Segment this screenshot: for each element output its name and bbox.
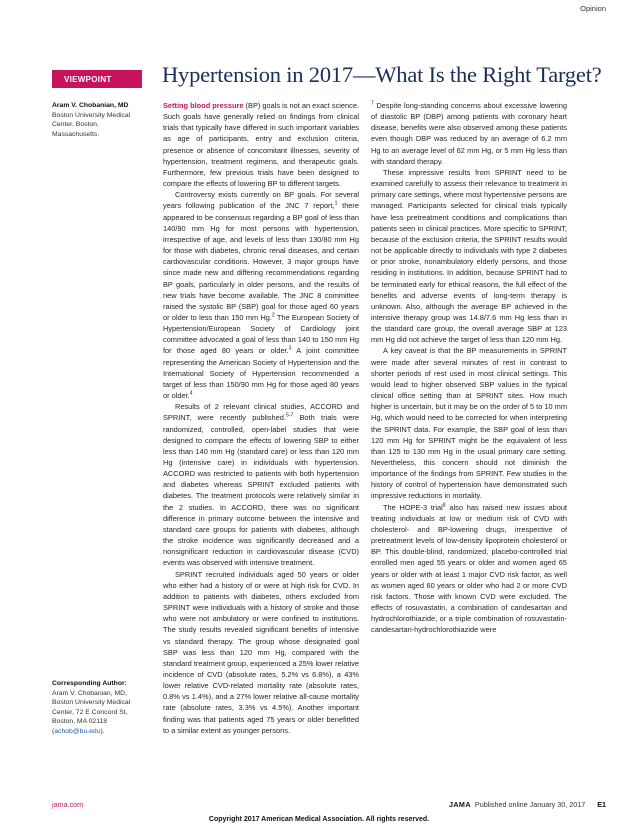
lead-in: Setting blood pressure [163, 101, 244, 110]
copyright-notice: Copyright 2017 American Medical Association. All rights reserved. [208, 816, 430, 823]
correspondence-title: Corresponding Author: [52, 680, 127, 687]
reference-mark: 1 [334, 200, 338, 207]
page-number: E1 [597, 800, 606, 809]
paragraph-6: A key caveat is that the BP measurements in SPRINT were made after several minutes of rest in contrast to shorter periods of rest used in most clinical settings. This would lead to higher observed SBP values in the typical clinical office setting than at SPRINT sites. How much higher is uncertain, but it may be on the order of 5 to 10 mm Hg, which would need to be corrected for when interpreting the SPRINT data. For example, the SBP goal of less than 120 mm Hg for SPRINT might be the equivalent of less than 125 to 130 mm Hg in the usual primary care setting. Nevertheless, this concern should not diminish the importance of the findings from SPRINT. Few studies in the history of control of hypertension have demonstrated such impressive reductions in mortality. [371, 346, 567, 501]
paragraph-4-continued: $^7$ Despite long-standing concerns about excessive lowering of diastolic BP (DBP) among patients with coronary heart disease, benefits were also observed among these patients even though DBP was reduced by an average of 6.2 mm Hg to an average level of 62 mm Hg, or 5 mm Hg less than with standard therapy. [371, 100, 567, 166]
paragraph-3: Results of 2 relevant clinical studies, ACCORD and SPRINT, were recently published.$^{5-7}$ Both trials were randomized, controlled, open-label studies that were designed to compare the effects of lowering SBP to either less than 140 mm Hg (standard care) or less than 120 mm Hg (intensive care) in individuals with hypertension. ACCORD was restricted to patients with both hypertension and diabetes whereas SPRINT excluded patients with diabetes. The treatment protocols were relatively similar in the 2 studies. In ACCORD, there was no significant difference in primary outcome between the intensive and standard care groups for patients with diabetes, although the stroke incidence was significantly decreased and a nonsignificant reduction in cardiovascular disease (CVD) events was observed with intensive treatment. [163, 402, 359, 568]
paragraph-7: The HOPE-3 trial$^8$ also has raised new issues about treating individuals at low or medium risk of CVD with cholesterol- and BP-lowering drugs, irrespective of pretreatment levels of low-density lipoprotein cholesterol or BP. This double-blind, randomized, placebo-controlled trial enrolled men aged 55 years or older and women aged 65 years or older with at least 1 major CVD risk factor, as well as women aged 60 years or older who had 2 or more CVD risk factors. Those with known CVD were excluded. The effects of rosuvastatin, a combination of candesartan and hydrochlorothiazide, or a triple combination of rosuvastatin-candesartan-hydrochlorothiazide were [371, 502, 567, 635]
correspondence-email-link[interactable]: achob@bu.edu [54, 727, 101, 735]
paragraph-1: Setting blood pressure (BP) goals is not an exact science. Such goals have generally relied on findings from clinical trials that typically have differed in such important variables as age of participants, entry and exclusion criteria, presence or absence of concomitant illnesses, severity of hypertension, treatment regimens, and therapeutic goals. Furthermore, few previous trials have been designed to compare the effects of lowering BP to different targets. [163, 101, 359, 189]
author-block [52, 101, 142, 139]
reference-mark: 7 [371, 100, 374, 107]
section-label: Opinion [580, 4, 606, 13]
body-column-1 [163, 100, 359, 736]
reference-mark: 5-7 [285, 412, 294, 419]
paragraph-5: These impressive results from SPRINT need to be examined carefully to assess their relevance to treatment in primary care settings, where most hypertensive persons are managed. Participants selected for clinical trials typically have less pretreatment conditions and complications than patients seen in clinical practices. More specific to SPRINT, because of the exclusion criteria, the SPRINT results would not be applicable directly to individuals with type 2 diabetes or prior stroke, nonambulatory elderly persons, and those residing in institutions. In addition, because SPRINT had to be terminated early for ethical reasons, the full effect of the benefits and adverse events of long-term therapy is unknown. Also, although the average BP achieved in the intensive therapy group was 14.8/7.6 mm Hg less than in the standard care group, the overall average SBP at 123 mm Hg did not achieve the target of less than 120 mm Hg. [371, 167, 567, 345]
correspondence-text: Aram V. Chobanian, MD, Boston University Medical Center, 72 E Concord St, Boston, MA 02118 (achob@bu.edu). [52, 689, 131, 735]
author-name: Aram V. Chobanian, MD [52, 102, 129, 109]
article-title: Hypertension in 2017—What Is the Right Target? [162, 62, 602, 87]
correspondence-block [52, 679, 142, 737]
paragraph-4: SPRINT recruited individuals aged 50 years or older who either had a history of or were at high risk for CVD. In addition to patients with diabetes, others excluded from SPRINT were individuals with a history of stroke and those who were not ambulatory or were confined to institutions. The study results revealed significant benefits of intensive vs standard therapy. The group whose designated goal SBP was less than 120 mm Hg, compared with the standard treatment group, experienced a 25% lower relative incidence of CVD (absolute rates, 5.2% vs 6.8%), a 43% lower relative CVD-related mortality rate (absolute rates, 0.8% vs 1.4%), and a 27% lower relative all-cause mortality rate (absolute rates, 3.3% vs 4.5%). Another important finding was that patients aged 75 years or older benefitted to a similar extent as younger persons. [163, 569, 359, 735]
reference-mark: 2 [271, 312, 275, 319]
reference-mark: 4 [189, 390, 193, 397]
body-column-2 [371, 100, 567, 636]
reference-mark: 8 [442, 502, 446, 509]
publication-date: Published online January 30, 2017 [474, 800, 586, 809]
paragraph-2: Controversy exists currently on BP goals. For several years following publication of the JNC 7 report,$^1$ there appeared to be consensus regarding a BP goal of less than 140/90 mm Hg for most persons with hypertension, irrespective of age, and levels of less than 130/80 mm Hg for those with diabetes, chronic renal diseases, and certain cardiovascular conditions. However, 3 major groups have since made new and differing recommendations regarding BP goals, particularly in older persons, and the results of new trials have become available. The JNC 8 committee raised the systolic BP (SBP) goal for those aged 60 years or older to less than 150 mm Hg.$^2$ The European Society of Hypertension/European Society of Cardiology joint committee advocated a goal of less than 140 to 150 mm Hg for those aged 80 years or older.$^3$ A joint committee representing the American Society of Hypertension and the International Society of Hypertension recommended a target of less than 150/90 mm Hg for those aged 80 years or older.$^4$ [163, 190, 359, 401]
article-type-badge: VIEWPOINT [52, 70, 142, 88]
reference-mark: 3 [288, 345, 292, 352]
author-affiliation: Boston University Medical Center, Boston, Massachusetts. [52, 111, 131, 138]
site-link[interactable]: jama.com [52, 800, 84, 809]
journal-name: JAMA [448, 800, 471, 809]
footer-info [449, 800, 606, 809]
